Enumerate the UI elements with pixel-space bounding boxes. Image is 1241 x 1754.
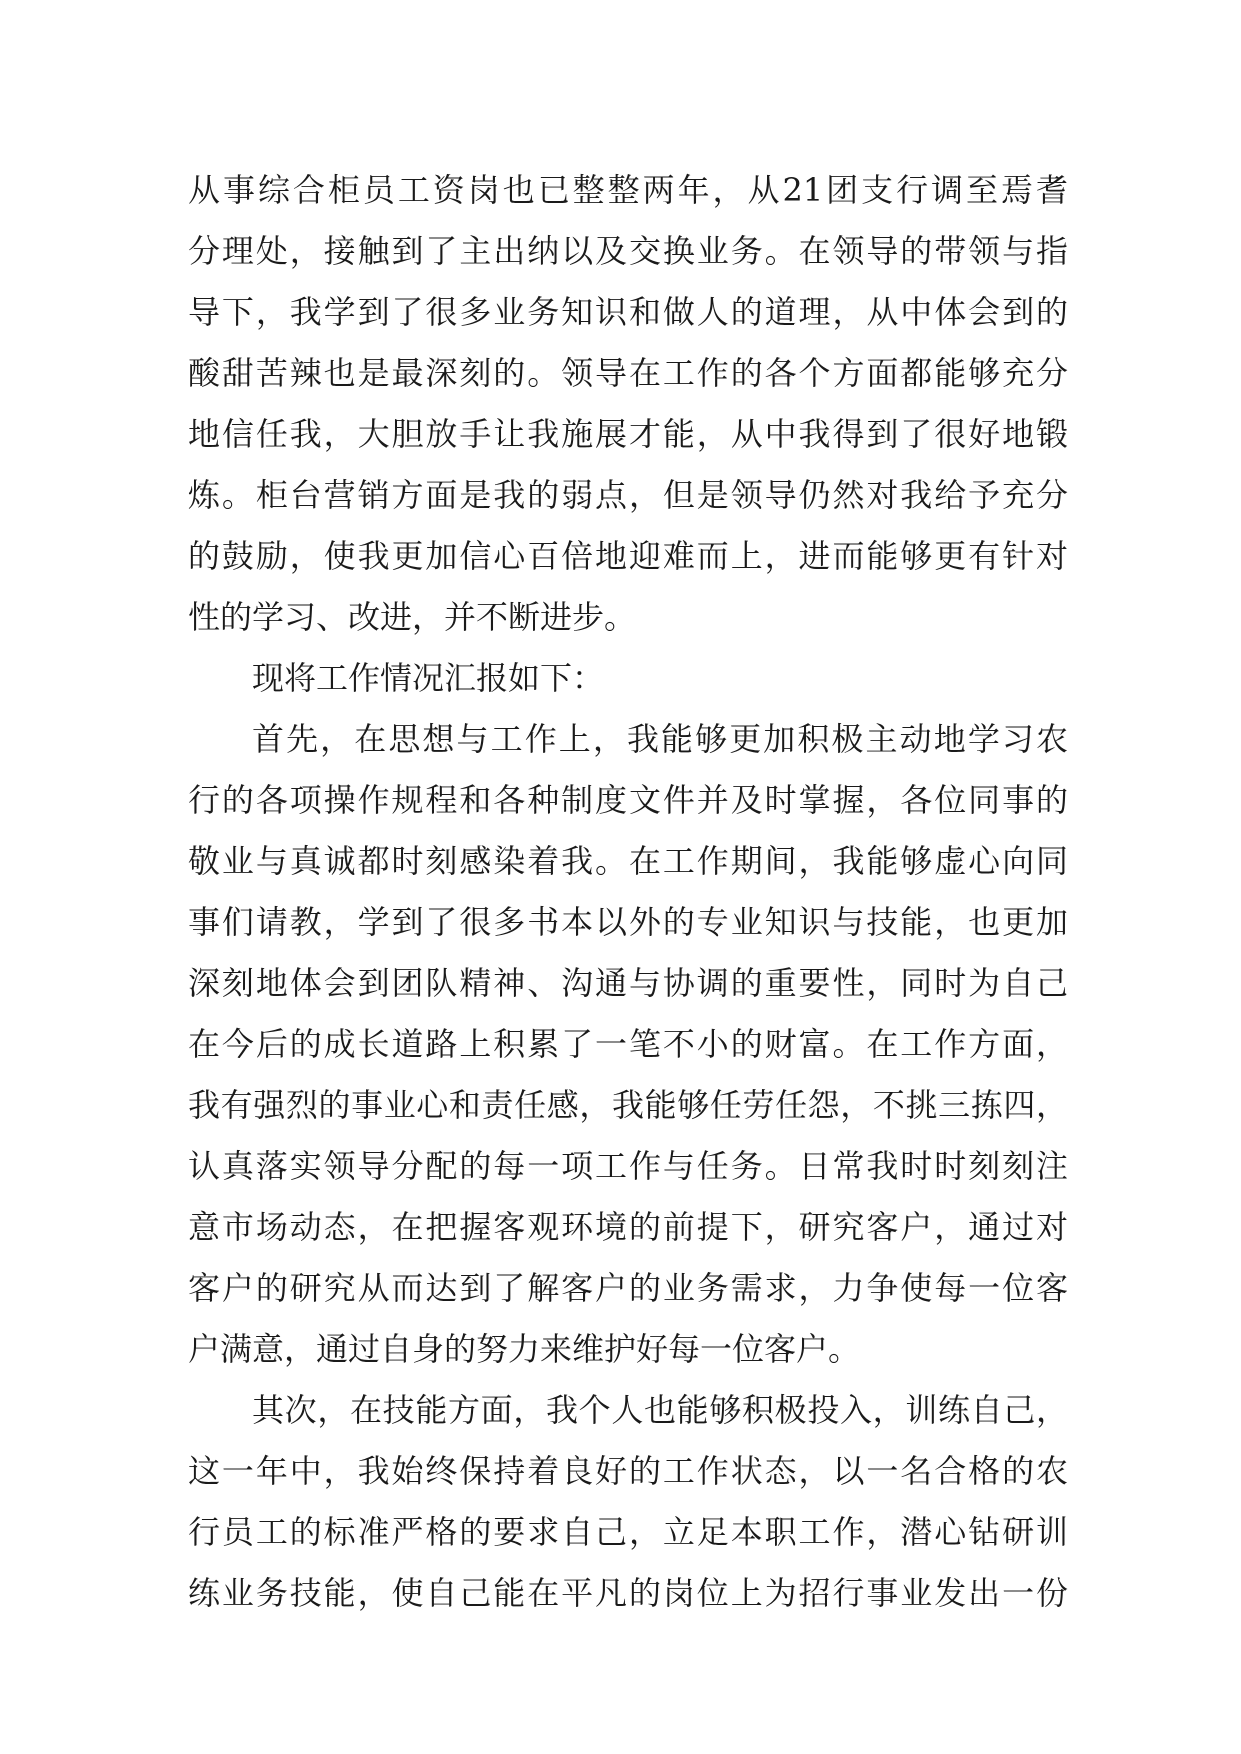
text-line: 其次，在技能方面，我个人也能够积极投入，训练自己， <box>252 1391 1068 1429</box>
text-line: 在今后的成长道路上积累了一笔不小的财富。在工作方面， <box>188 1025 1068 1063</box>
text-line: 的鼓励，使我更加信心百倍地迎难而上，进而能够更有针对 <box>188 537 1068 575</box>
text-line: 事们请教，学到了很多书本以外的专业知识与技能，也更加 <box>188 903 1068 941</box>
text-line: 户满意，通过自身的努力来维护好每一位客户。 <box>188 1330 861 1368</box>
text-line: 行的各项操作规程和各种制度文件并及时掌握，各位同事的 <box>188 781 1068 819</box>
text-line: 性的学习、改进，并不断进步。 <box>188 598 637 636</box>
text-line: 从事综合柜员工资岗也已整整两年，从21团支行调至焉耆 <box>188 171 1068 209</box>
text-line: 分理处，接触到了主出纳以及交换业务。在领导的带领与指 <box>188 232 1068 270</box>
text-line: 深刻地体会到团队精神、沟通与协调的重要性，同时为自己 <box>188 964 1068 1002</box>
text-line: 首先，在思想与工作上，我能够更加积极主动地学习农 <box>252 720 1068 758</box>
body-text <box>188 160 1068 1624</box>
text-line: 客户的研究从而达到了解客户的业务需求，力争使每一位客 <box>188 1269 1068 1307</box>
text-line: 敬业与真诚都时刻感染着我。在工作期间，我能够虚心向同 <box>188 842 1068 880</box>
text-line: 酸甜苦辣也是最深刻的。领导在工作的各个方面都能够充分 <box>188 354 1068 392</box>
text-line: 练业务技能，使自己能在平凡的岗位上为招行事业发出一份 <box>188 1574 1068 1612</box>
text-line: 导下，我学到了很多业务知识和做人的道理，从中体会到的 <box>188 293 1068 331</box>
text-line: 炼。柜台营销方面是我的弱点，但是领导仍然对我给予充分 <box>188 476 1068 514</box>
text-line: 地信任我，大胆放手让我施展才能，从中我得到了很好地锻 <box>188 415 1068 453</box>
text-line: 这一年中，我始终保持着良好的工作状态，以一名合格的农 <box>188 1452 1068 1490</box>
text-line: 现将工作情况汇报如下： <box>252 659 605 697</box>
text-line: 认真落实领导分配的每一项工作与任务。日常我时时刻刻注 <box>188 1147 1068 1185</box>
text-line: 意市场动态，在把握客观环境的前提下，研究客户，通过对 <box>188 1208 1068 1246</box>
text-line: 行员工的标准严格的要求自己，立足本职工作，潜心钻研训 <box>188 1513 1068 1551</box>
text-line: 我有强烈的事业心和责任感，我能够任劳任怨，不挑三拣四， <box>188 1086 1068 1124</box>
